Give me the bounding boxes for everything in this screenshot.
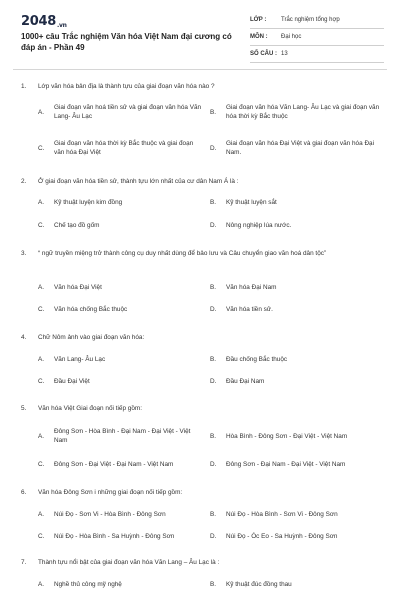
option-text: Giai đoạn văn hoá tiền sử và giai đoạn văn hóa Văn Lang- Âu Lạc <box>54 104 202 121</box>
option-letter: C. <box>38 533 45 540</box>
option-letter: D. <box>210 461 217 468</box>
option-letter: C. <box>38 306 45 313</box>
option-text: Chế tạo đồ gốm <box>54 222 100 229</box>
option-text: Đông Sơn - Đại Việt - Đại Nam - Việt Nam <box>54 461 174 468</box>
option-letter: C. <box>38 222 45 229</box>
meta-row-subject <box>250 29 384 46</box>
option-letter: D. <box>210 306 217 313</box>
question-text: Thành tựu nổi bật của giai đoạn văn hóa Văn Lang – Âu Lạc là : <box>38 559 220 566</box>
option-letter: A. <box>38 581 45 588</box>
option-letter: D. <box>210 222 217 229</box>
meta-count-value: 13 <box>281 51 288 57</box>
site-logo[interactable] <box>21 14 67 29</box>
option-letter: C. <box>38 461 45 468</box>
meta-row-class <box>250 12 384 29</box>
option-text: Văn hóa tiền sử. <box>226 306 273 313</box>
meta-class-label: LỚP : <box>250 17 267 23</box>
option-letter: B. <box>210 199 217 206</box>
question-text: Chữ Nôm ảnh vào giai đoạn văn hóa: <box>38 334 145 341</box>
question-text: Văn hóa Đông Sơn i những giai đoạn nối tiếp gồm: <box>38 489 183 496</box>
option-text: Nông nghiệp lúa nước. <box>226 222 292 229</box>
option-letter: B. <box>210 581 217 588</box>
meta-subject-label: MÔN : <box>250 34 268 40</box>
option-text: Đầu Đại Nam <box>226 378 265 385</box>
option-letter: A. <box>38 199 45 206</box>
meta-count-label: SỐ CÂU : <box>250 51 277 57</box>
option-text: Văn Lang- Âu Lạc <box>54 356 106 363</box>
option-text: Văn hóa chống Bắc thuộc <box>54 306 128 313</box>
logo-text: 2048 <box>21 14 56 29</box>
meta-table <box>250 12 384 63</box>
document-title: 1000+ câu Trắc nghiệm Văn hóa Việt Nam đại cương có đáp án - Phần 49 <box>21 32 232 52</box>
option-letter: D. <box>210 533 217 540</box>
question-number: 7. <box>21 559 27 566</box>
meta-class-value: Trắc nghiệm tổng hợp <box>281 17 340 23</box>
document-header <box>0 0 400 68</box>
header-divider <box>13 69 387 70</box>
option-letter: A. <box>38 432 45 440</box>
question-text: Văn hóa Việt Giai đoạn nối tiếp gồm: <box>38 405 142 412</box>
logo-suffix: .vn <box>56 22 67 29</box>
question-number: 5. <box>21 405 27 412</box>
option-text: Văn hóa Đại Nam <box>226 284 277 291</box>
option-text: Núi Đọ - Hòa Bình - Sơn Vi - Đông Sơn <box>226 511 338 518</box>
option-letter: D. <box>210 144 217 152</box>
question-text: Ở giai đoạn văn hóa tiền sử, thành tựu lớn nhất của cư dân Nam Á là : <box>38 178 239 185</box>
option-text: Kỹ thuật đúc đồng thau <box>226 581 292 588</box>
option-letter: B. <box>210 433 217 440</box>
option-text: Núi Đọ - Óc Eo - Sa Huỳnh - Đông Sơn <box>226 533 338 540</box>
option-text: Đông Sơn - Đại Nam - Đại Việt - Việt Nam <box>226 461 346 468</box>
option-text: Kỹ thuật luyện sắt <box>226 199 277 206</box>
question-number: 6. <box>21 489 27 496</box>
option-letter: A. <box>38 284 45 291</box>
option-letter: B. <box>210 511 217 518</box>
option-letter: D. <box>210 378 217 385</box>
option-text: Giai đoạn văn hóa thời kỳ Bắc thuộc và giai đoạn văn hóa Đại Việt <box>54 140 194 157</box>
question-text: Lớp văn hóa bản địa là thành tựu của giai đoạn văn hóa nào ? <box>38 83 215 90</box>
option-text: Đông Sơn - Hòa Bình - Đại Nam - Đại Việt - Việt Nam <box>54 428 191 445</box>
option-letter: A. <box>38 108 45 116</box>
option-letter: B. <box>210 356 217 363</box>
option-text: Văn hóa Đại Việt <box>54 284 102 291</box>
option-letter: A. <box>38 511 45 518</box>
option-text: Kỹ thuật luyện kim đồng <box>54 199 123 206</box>
option-letter: C. <box>38 378 45 385</box>
option-letter: B. <box>210 284 217 291</box>
option-text: Giai đoạn văn hóa Đại Việt và giai đoạn văn hóa Đại Nam. <box>226 140 375 157</box>
option-text: Giai đoạn văn hóa Văn Lang- Âu Lạc và giai đoạn văn hóa thời kỳ Bắc thuộc <box>226 104 380 121</box>
question-text: “ ngữ truyền miệng trở thành công cụ duy nhất dùng để bảo lưu và Câu chuyển giao văn hoá dân tộc” <box>38 250 327 257</box>
option-text: Nghề thủ công mỹ nghệ <box>54 581 122 588</box>
option-text: Đầu chống Bắc thuộc <box>226 356 288 363</box>
question-number: 2. <box>21 178 27 185</box>
option-text: Núi Đọ - Hòa Bình - Sa Huỳnh - Đông Sơn <box>54 533 175 540</box>
option-letter: C. <box>38 144 45 152</box>
question-number: 3. <box>21 250 27 257</box>
option-letter: A. <box>38 356 45 363</box>
question-number: 4. <box>21 334 27 341</box>
option-text: Hòa Bình - Đông Sơn - Đại Việt - Việt Nam <box>226 433 348 440</box>
option-text: Núi Đọ - Sơn Vi - Hòa Bình - Đông Sơn <box>54 511 166 518</box>
question-number: 1. <box>21 83 27 90</box>
option-text: Đầu Đại Việt <box>54 378 90 385</box>
option-letter: B. <box>210 108 217 116</box>
meta-subject-value: Đại học <box>281 34 302 40</box>
meta-row-count <box>250 46 384 63</box>
